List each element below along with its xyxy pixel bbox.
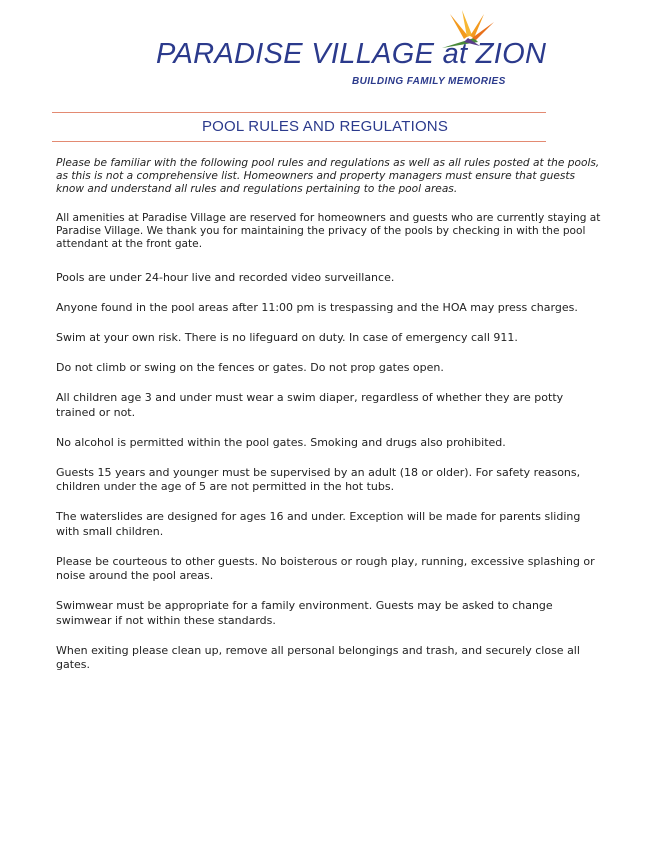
document-body	[56, 157, 604, 688]
rule-item: Swimwear must be appropriate for a family environment. Guests may be asked to change swimwear if not within these standards.	[56, 599, 553, 627]
intro-paragraph: All amenities at Paradise Village are reserved for homeowners and guests who are currently staying at Paradise Village. We thank you for maintaining the privacy of the pools by checking in with the pool attendant at the front gate.	[56, 211, 601, 251]
rule-item: The waterslides are designed for ages 16 and under. Exception will be made for parents sliding with small children.	[56, 510, 581, 538]
divider-bottom	[52, 141, 546, 142]
brand-tagline: BUILDING FAMILY MEMORIES	[352, 76, 506, 87]
document-title: POOL RULES AND REGULATIONS	[201, 118, 449, 135]
rule-item: Swim at your own risk. There is no lifeguard on duty. In case of emergency call 911.	[56, 331, 518, 345]
rule-item: Please be courteous to other guests. No boisterous or rough play, running, excessive splashing or noise around the pool areas.	[56, 554, 595, 583]
rules-list	[56, 271, 604, 673]
rule-item: Anyone found in the pool areas after 11:00 pm is trespassing and the HOA may press charges.	[56, 301, 578, 315]
rule-item: All children age 3 and under must wear a swim diaper, regardless of whether they are potty trained or not.	[56, 391, 564, 419]
rule-item: No alcohol is permitted within the pool gates. Smoking and drugs also prohibited.	[56, 435, 506, 449]
rule-item: Pools are under 24-hour live and recorded video surveillance.	[56, 271, 395, 285]
brand-name: PARADISE VILLAGE at ZION	[156, 38, 547, 70]
divider-top	[52, 112, 546, 113]
rule-item: When exiting please clean up, remove all personal belongings and trash, and securely close all gates.	[56, 643, 580, 672]
rule-item: Do not climb or swing on the fences or gates. Do not prop gates open.	[56, 361, 444, 375]
logo	[150, 8, 547, 100]
rule-item: Guests 15 years and younger must be supervised by an adult (18 or older). For safety reasons, children under the age of 5 are not permitted in the hot tubs.	[56, 465, 581, 494]
intro-italic-paragraph: Please be familiar with the following pool rules and regulations as well as all rules posted at the pools, as this is not a comprehensive list. Homeowners and property managers must ensure that guests know and understand all rules and regulations pertaining to the pool areas.	[56, 157, 600, 196]
